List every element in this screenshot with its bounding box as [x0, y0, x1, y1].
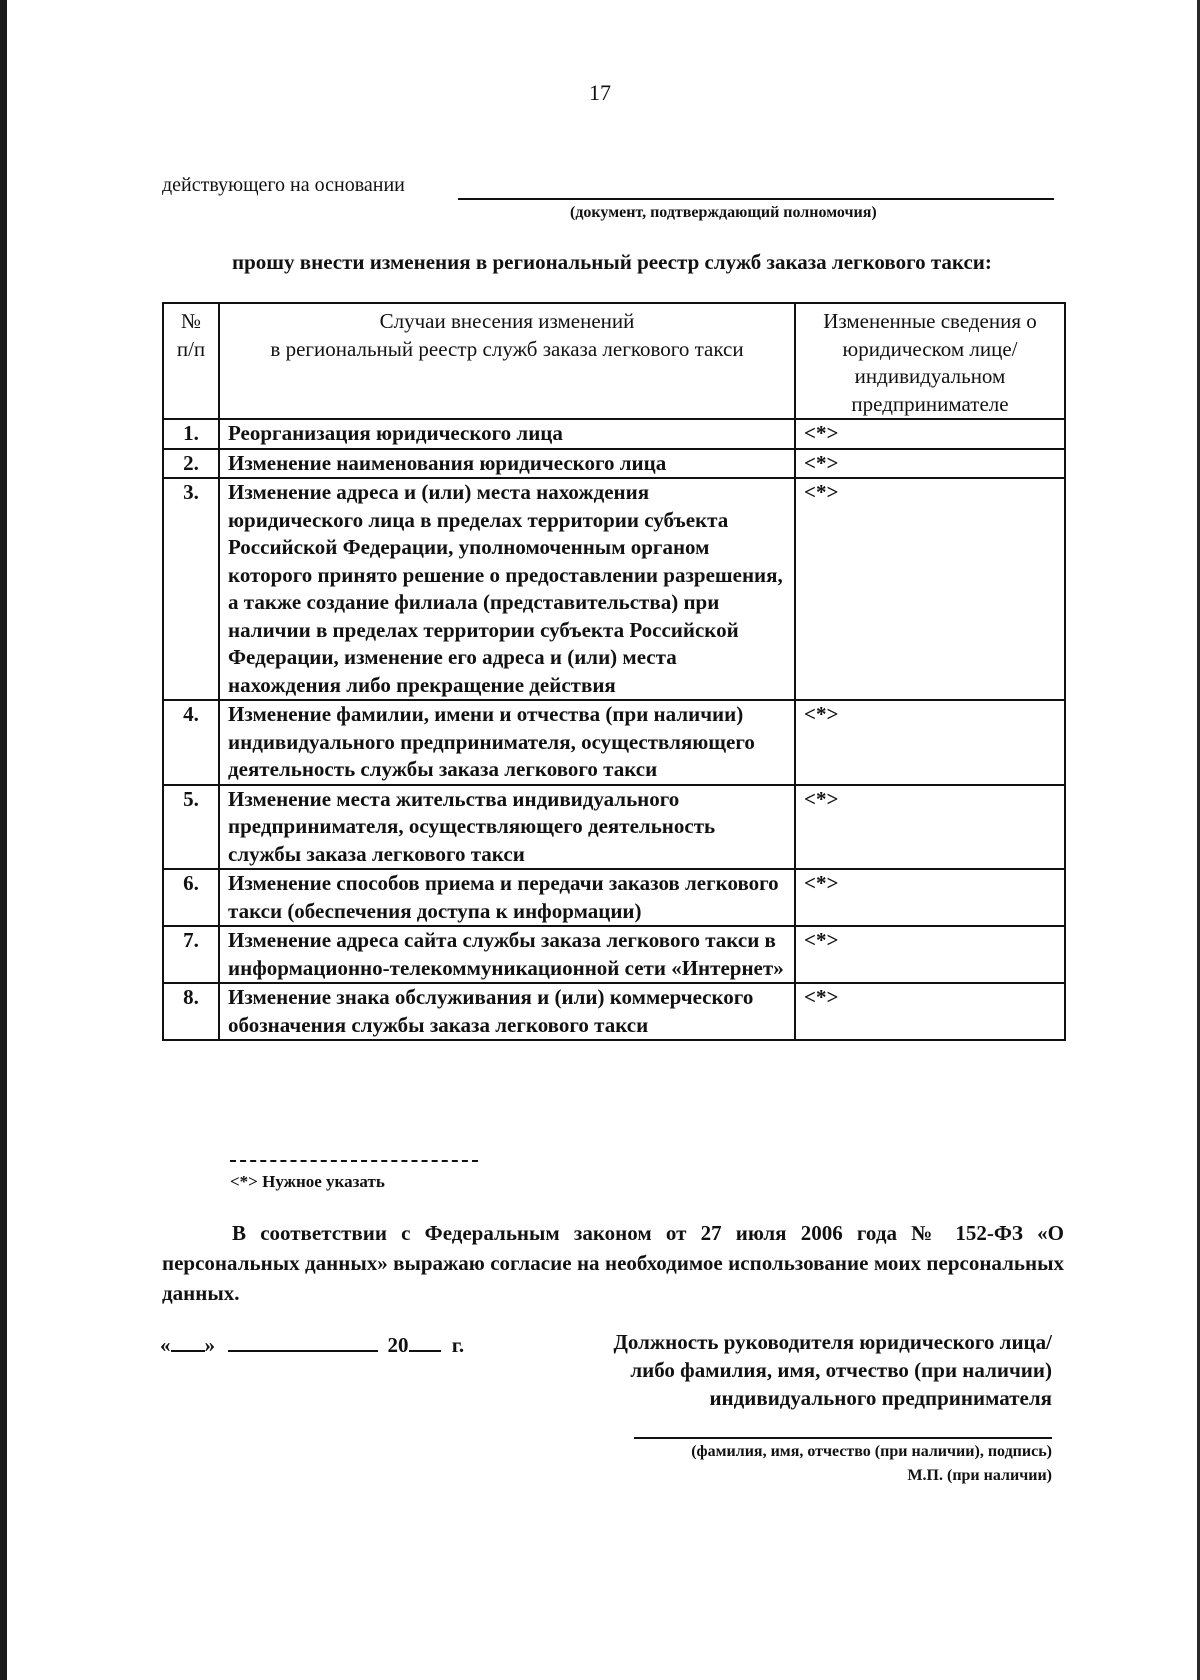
row-case: Изменение адреса и (или) места нахождения юридического лица в пределах территории субъекта Российской Федерации, уполномоченным органом которого принято решение о предоставлении разрешения, а также создание филиала (представительства) при наличии в пределах территории субъекта Российской Федерации, изменение его адреса и (или) места нахождения либо прекращение действия: [219, 478, 795, 700]
signature-caption: (фамилия, имя, отчество (при наличии), подпись): [691, 1443, 1052, 1460]
table-row: [163, 983, 1065, 1040]
basis-label: действующего на основании: [162, 174, 405, 196]
table-row: [163, 449, 1065, 479]
row-case: Изменение наименования юридического лица: [219, 449, 795, 479]
scan-edge-left: [0, 0, 7, 1680]
changes-table: [162, 302, 1066, 1041]
row-number: 6.: [163, 869, 219, 926]
table-row: [163, 700, 1065, 785]
signature-blank-line[interactable]: [634, 1437, 1052, 1439]
table-row: [163, 419, 1065, 449]
row-case: Изменение способов приема и передачи заказов легкового такси (обеспечения доступа к информации): [219, 869, 795, 926]
basis-caption: (документ, подтверждающий полномочия): [570, 204, 877, 221]
date-open-quote: «: [160, 1333, 171, 1357]
row-value: <*>: [795, 449, 1065, 479]
table-row: [163, 926, 1065, 983]
header-case: [219, 303, 795, 419]
page-number: 17: [589, 80, 611, 105]
day-blank[interactable]: [171, 1330, 205, 1352]
basis-blank-line[interactable]: [458, 198, 1054, 200]
table-row: [163, 785, 1065, 870]
row-case: Изменение адреса сайта службы заказа легкового такси в информационно-телекоммуникационной сети «Интернет»: [219, 926, 795, 983]
row-value: <*>: [795, 983, 1065, 1040]
row-number: 7.: [163, 926, 219, 983]
header-case-line2: в региональный реестр служб заказа легкового такси: [270, 336, 744, 361]
row-value: <*>: [795, 869, 1065, 926]
row-number: 8.: [163, 983, 219, 1040]
row-value: <*>: [795, 478, 1065, 700]
position-line: либо фамилия, имя, отчество (при наличии): [630, 1358, 1052, 1382]
row-number: 4.: [163, 700, 219, 785]
row-case: Изменение места жительства индивидуального предпринимателя, осуществляющего деятельность службы заказа легкового такси: [219, 785, 795, 870]
header-changed-info: Измененные сведения о юридическом лице/ индивидуальном предпринимателе: [795, 303, 1065, 419]
position-line: индивидуального предпринимателя: [709, 1386, 1052, 1410]
consent-paragraph: В соответствии с Федеральным законом от 27 июля 2006 года № 152-ФЗ «О персональных данных» выражаю согласие на необходимое использование моих персональных данных.: [162, 1221, 1064, 1305]
year-suffix: г.: [451, 1333, 465, 1357]
row-number: 2.: [163, 449, 219, 479]
stamp-caption: М.П. (при наличии): [907, 1467, 1052, 1484]
month-blank[interactable]: [228, 1330, 378, 1352]
date-line: [160, 1330, 464, 1358]
signatory-position: [532, 1328, 1052, 1412]
header-number: [163, 303, 219, 419]
request-statement: прошу внести изменения в региональный реестр служб заказа легкового такси:: [232, 250, 992, 274]
row-case: Реорганизация юридического лица: [219, 419, 795, 449]
row-value: <*>: [795, 419, 1065, 449]
year-prefix: 20: [387, 1333, 409, 1357]
row-value: <*>: [795, 785, 1065, 870]
table-row: [163, 869, 1065, 926]
row-number: 5.: [163, 785, 219, 870]
year-blank[interactable]: [409, 1330, 441, 1352]
position-line: Должность руководителя юридического лица/: [613, 1330, 1052, 1354]
header-number-line2: п/п: [176, 336, 206, 361]
header-number-line1: №: [180, 309, 202, 333]
footnote-separator: [230, 1160, 478, 1162]
row-value: <*>: [795, 926, 1065, 983]
footnote: <*> Нужное указать: [230, 1172, 385, 1191]
table-row: [163, 478, 1065, 700]
row-case: Изменение знака обслуживания и (или) коммерческого обозначения службы заказа легкового такси: [219, 983, 795, 1040]
header-case-line1: Случаи внесения изменений: [379, 309, 635, 333]
table-header-row: [163, 303, 1065, 419]
row-case: Изменение фамилии, имени и отчества (при наличии) индивидуального предпринимателя, осуществляющего деятельность службы заказа легкового такси: [219, 700, 795, 785]
row-value: <*>: [795, 700, 1065, 785]
date-close-quote: »: [204, 1333, 215, 1357]
row-number: 3.: [163, 478, 219, 700]
signature-caption-block: [691, 1440, 1052, 1488]
row-number: 1.: [163, 419, 219, 449]
